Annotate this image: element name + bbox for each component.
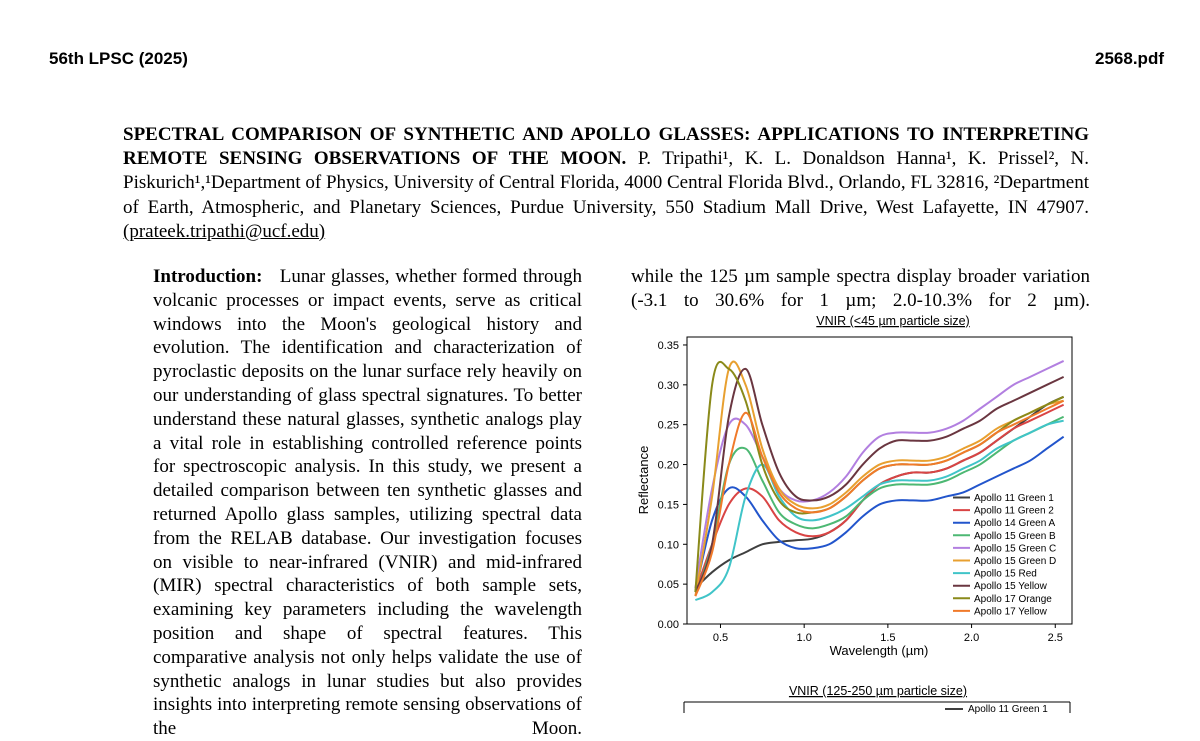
x-tick-label: 1.0: [796, 632, 812, 644]
intro-paragraph: [123, 265, 582, 741]
x-axis-label: Wavelength (µm): [829, 643, 929, 658]
legend-label-apollo-11-green-2: Apollo 11 Green 2: [974, 505, 1054, 517]
author-email-link[interactable]: (prateek.tripathi@ucf.edu): [123, 220, 326, 242]
x-ticks: [713, 624, 1063, 644]
legend-label-apollo-15-green-d: Apollo 15 Green D: [974, 556, 1057, 567]
y-tick-label: 0.10: [657, 539, 679, 552]
paper-title: SPECTRAL COMPARISON OF SYNTHETIC AND APOLLO GLASSES: APPLICATIONS TO INTERPRETING REMOTE SENSING OBSERVATIONS OF THE MOON.: [123, 124, 1089, 170]
x-tick-label: 2.0: [963, 632, 980, 644]
y-tick-label: 0.30: [657, 379, 679, 392]
legend-label-apollo-15-green-b: Apollo 15 Green B: [974, 530, 1056, 542]
paper-authors: P. Tripathi¹, K. L. Donaldson Hanna¹, K. Prissel², N. Piskurich¹,¹Department of Physics, University of Central Florida, 4000 Central Florida Blvd., Orlando, FL 32816, ²Department of Earth, Atmospheric, and Planetary Sciences, Purdue University, 550 Stadium Mall Drive, West Lafayette, IN 47907.: [123, 148, 1089, 218]
chart2-title: VNIR (125-250 µm particle size): [788, 684, 968, 698]
legend-label-apollo-17-orange: Apollo 17 Orange: [974, 593, 1052, 605]
y-axis-label: Reflectance: [636, 445, 651, 515]
y-tick-label: 0.25: [657, 419, 679, 432]
x-tick-label: 0.5: [712, 632, 729, 644]
vnir-45-chart: [620, 310, 1090, 658]
legend-label-apollo-15-red: Apollo 15 Red: [974, 568, 1037, 580]
y-ticks: [658, 340, 687, 631]
y-tick-label: 0.05: [657, 579, 679, 592]
header-conference: 56th LPSC (2025): [49, 49, 188, 68]
legend-label-apollo-14-green-a: Apollo 14 Green A: [974, 518, 1056, 530]
y-tick-label: 0.20: [657, 459, 679, 472]
header-filename: 2568.pdf: [1095, 49, 1164, 68]
chart-title: VNIR (<45 µm particle size): [816, 314, 970, 328]
x-tick-label: 2.5: [1047, 632, 1063, 644]
legend-label-apollo-15-yellow: Apollo 15 Yellow: [974, 581, 1047, 593]
legend-label-apollo-11-green-1: Apollo 11 Green 1: [974, 493, 1054, 504]
intro-heading: Introduction:: [153, 266, 263, 287]
legend: [953, 493, 1056, 617]
legend-label-apollo-15-green-c: Apollo 15 Green C: [974, 543, 1057, 555]
x-tick-label: 1.5: [880, 632, 896, 644]
y-tick-label: 0.15: [657, 499, 679, 512]
y-tick-label: 0.35: [657, 339, 679, 352]
vnir-125-chart: [620, 683, 1090, 713]
legend-label-apollo-17-yellow: Apollo 17 Yellow: [974, 606, 1047, 618]
right-column-text: while the 125 µm sample spectra display broader variation (-3.1 to 30.6% for 1 µm; 2.0-10.3% for 2 µm).: [631, 266, 1090, 311]
intro-text: Lunar glasses, whether formed through volcanic processes or impact events, serve as critical windows into the Moon's geological history and evolution. The identification and characterization of pyroclastic deposits on the lunar surface rely heavily on our understanding of glass spectral signatures. To better understand these natural glasses, synthetic analogs play a vital role in establishing controlled reference points for spectroscopic analysis. In this study, we present a detailed comparison between ten synthetic glasses and returned Apollo glass samples, utilizing spectral data from the RELAB database. Our investigation focuses on visible to near-infrared (VNIR) and mid-infrared (MIR) spectral characteristics of both sample sets, examining key parameters including the wavelength position and shape of spectral features. This comparative analysis not only helps validate the use of synthetic analogs in lunar studies but also provides insights into interpreting remote sensing observations of the Moon.: [153, 266, 583, 740]
chart2-legend-entry: Apollo 11 Green 1: [968, 704, 1048, 715]
left-column: [123, 265, 582, 741]
title-block: [123, 123, 1089, 244]
y-tick-label: 0.00: [657, 619, 679, 631]
